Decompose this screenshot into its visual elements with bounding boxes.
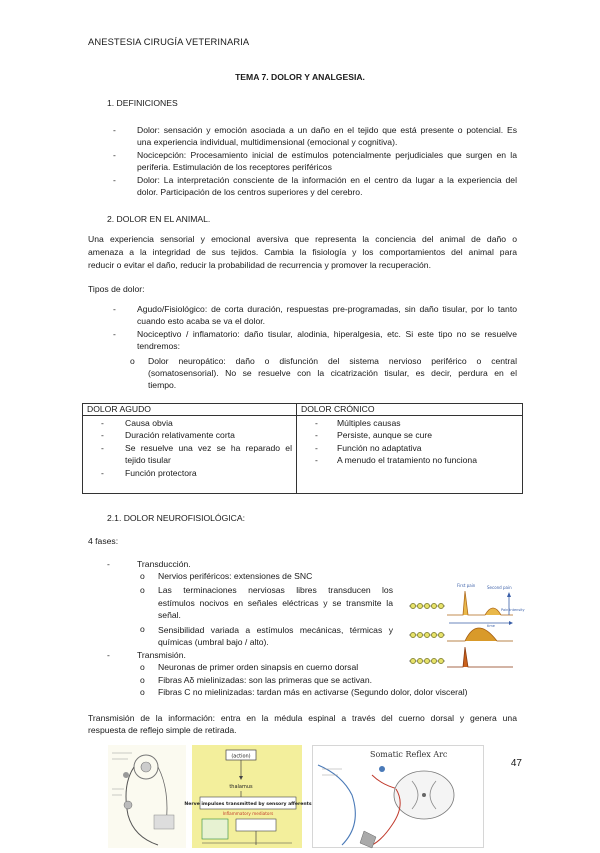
paragraph-line: Transmisión de la información: entra en la médula espinal a través del cuerno dorsal y genera una xyxy=(88,713,517,723)
acute-item: Causa obvia xyxy=(125,418,173,428)
second-pain-label: Second pain xyxy=(487,585,512,590)
paragraph-line: Una experiencia sensorial y emocional aversiva que representa la conciencia del animal de daño o xyxy=(88,234,517,244)
pain-intensity-label: Pain intensity xyxy=(501,608,525,612)
section-2-heading: 2. DOLOR EN EL ANIMAL. xyxy=(107,214,211,224)
nociception-diagram-svg xyxy=(184,745,312,848)
table-header-row xyxy=(83,404,523,416)
definition-item: - Dolor: La interpretación consciente de la información en el centro da lugar a la experiencia del dolor. Participación de los centros superiores y del cerebro. xyxy=(113,174,517,198)
transduction-list xyxy=(140,570,393,648)
sub-line: tiempo. xyxy=(148,380,177,391)
paragraph-line: reducir o evitar el daño, reducir la probabilidad de recurrencia y promover la recuperación. xyxy=(88,260,431,270)
types-list xyxy=(107,303,517,353)
spinal-diagram-figure xyxy=(108,745,186,848)
paragraph-line: amenaza a la integridad de sus tejidos. Cambia la fisiología y los comportamientos del animal para xyxy=(88,247,517,257)
reflex-arc-title: Somatic Reflex Arc xyxy=(370,750,448,759)
thalamus-label: thalamus xyxy=(229,784,253,790)
phases-label: 4 fases: xyxy=(88,536,119,546)
curve-bot xyxy=(447,647,513,667)
fiber-row-bot xyxy=(409,659,445,664)
chronic-item: A menudo el tratamiento no funciona xyxy=(337,455,477,466)
section-1-heading: 1. DEFINICIONES xyxy=(107,98,178,108)
definition-line: Dolor: La interpretación consciente de la información en el centro da lugar a la experiencia del xyxy=(137,174,517,185)
nociception-diagram-figure xyxy=(184,745,312,848)
page-number: 47 xyxy=(510,758,522,769)
acute-cell: - Causa obvia - Duración relativamente corta - Se resuelve una vez se ha reparado el tejido tisular - Función protectora xyxy=(83,416,297,494)
fiber-row-mid xyxy=(409,633,445,638)
acute-item: Función protectora xyxy=(125,467,197,478)
transduction-label: Transducción. xyxy=(137,559,191,569)
pain-fibers-svg xyxy=(405,575,523,675)
sub-bullet: o xyxy=(140,624,145,634)
page-title: TEMA 7. DOLOR Y ANALGESIA. xyxy=(235,72,365,82)
reflex-arc-svg xyxy=(312,745,484,848)
chronic-cell: - Múltiples causas - Persiste, aunque se cure - Función no adaptativa - A menudo el tratamiento no funciona xyxy=(297,416,523,494)
acute-item: Duración relativamente corta xyxy=(125,430,235,441)
definition-line: una experiencia individual, multidimensional (emocional y cognitiva). xyxy=(137,137,398,148)
time-arrow xyxy=(509,621,513,625)
spinal-diagram-svg xyxy=(108,745,186,848)
definition-item: - Dolor: sensación y emoción asociada a un daño en el tejido que está presente o potencial. Es una experiencia individual, multidimensional (emocional y cognitiva). xyxy=(113,125,517,148)
section-2-1-heading: 2.1. DOLOR NEUROFISIOLÓGICA: xyxy=(107,513,246,523)
fiber-row-top xyxy=(409,604,445,609)
definition-item: - Nocicepción: Procesamiento inicial de estímulos potencialmente perjudiciales que surgen en la periferia. Estimulación de los receptores periféricos xyxy=(113,149,517,173)
sub-bullet: o xyxy=(140,585,145,595)
neuropathic-subitem xyxy=(130,355,517,392)
transmission-item: Fibras Aδ mielinizadas: son las primeras que se activan. xyxy=(158,674,372,685)
definition-line: periferia. Estimulación de los receptores periféricos xyxy=(137,162,332,173)
type-line: tendremos: xyxy=(137,341,180,352)
paragraph-line: respuesta de reflejo simple de retirada. xyxy=(88,725,237,736)
sub-bullet: o xyxy=(140,571,145,581)
definition-line: Nocicepción: Procesamiento inicial de estímulos potencialmente perjudiciales que surgen en la xyxy=(137,149,517,160)
sub-bullet: o xyxy=(140,662,145,672)
chronic-item: Persiste, aunque se cure xyxy=(337,430,433,441)
type-line: Agudo/Fisiológico: de corta duración, respuestas pre-programadas, sin daño tisular, por lo tanto xyxy=(137,304,517,314)
page-header: ANESTESIA CIRUGÍA VETERINARIA xyxy=(88,36,250,47)
sub-line: Dolor neuropático: daño o disfunción del sistema nervioso periférico o central xyxy=(148,356,517,366)
transmission-item: Fibras C no mielinizadas: tardan más en activarse (Segundo dolor, dolor visceral) xyxy=(158,687,468,698)
type-item: - Nociceptivo / inflamatorio: daño tisular, alodinia, hiperalgesia, etc. Si este tipo no se resuelve tendremos: xyxy=(113,328,517,352)
table-header-chronic: DOLOR CRÓNICO xyxy=(297,404,523,416)
acute-chronic-table xyxy=(82,403,523,494)
chronic-item: Múltiples causas xyxy=(337,418,401,428)
type-item: - Agudo/Fisiológico: de corta duración, respuestas pre-programadas, sin daño tisular, por lo tanto cuando esto acaba se va el dolor. xyxy=(113,304,517,327)
inflammation-label: Inflammatory mediators xyxy=(222,811,274,816)
pain-fibers-figure xyxy=(405,575,523,675)
table-header-acute: DOLOR AGUDO xyxy=(83,404,297,416)
acute-item: tejido tisular xyxy=(125,455,171,466)
action-label: (action) xyxy=(231,753,251,760)
reflex-arc-figure xyxy=(312,745,484,848)
type-line: Nociceptivo / inflamatorio: daño tisular, alodinia, hiperalgesia, etc. Si este tipo no se resuelve xyxy=(137,328,517,339)
transduction-item: químicas (umbral bajo / alto). xyxy=(158,637,269,648)
transduction-item: Las terminaciones nerviosas libres transducen los xyxy=(158,585,393,596)
transduction-item: Sensibilidad variada a estímulos mecánicas, térmicas y xyxy=(158,624,393,635)
table-row xyxy=(83,416,523,494)
types-label: Tipos de dolor: xyxy=(88,284,145,294)
sub-line: (somatosensorial). No se resuelve con la cicatrización tisular, es decir, perdura en el xyxy=(148,368,517,379)
time-label: time xyxy=(487,624,495,628)
impulse-label: Nerve impulses transmitted by sensory afferents xyxy=(184,802,312,807)
type-line: cuando esto acaba se va el dolor. xyxy=(137,316,266,327)
section-2-paragraph xyxy=(88,233,517,272)
sub-bullet: o xyxy=(140,687,145,698)
acute-item: Se resuelve una vez se ha reparado el xyxy=(125,442,292,453)
curve-mid xyxy=(447,628,513,641)
intensity-arrow xyxy=(507,592,511,597)
sub-bullet: o xyxy=(140,674,145,685)
transduction-item: estímulos nocivos en señales eléctricas y se transmite la xyxy=(158,597,393,608)
chronic-item: Función no adaptativa xyxy=(337,442,422,453)
transduction-item: Nervios periféricos: extensiones de SNC xyxy=(158,571,313,581)
definition-line: dolor. Participación de los centros superiores y del cerebro. xyxy=(137,187,363,198)
definition-line: Dolor: sensación y emoción asociada a un daño en el tejido que está presente o potencial. Es xyxy=(137,125,517,135)
sub-bullet: o xyxy=(130,356,135,366)
definitions-list xyxy=(107,124,517,198)
transmission-label: Transmisión. xyxy=(137,650,186,660)
transduction-item: señal. xyxy=(158,610,181,621)
first-pain-label: First pain xyxy=(457,583,476,588)
transmission-item: Neuronas de primer orden sinapsis en cuerno dorsal xyxy=(158,662,359,672)
transmission-paragraph xyxy=(88,712,517,736)
